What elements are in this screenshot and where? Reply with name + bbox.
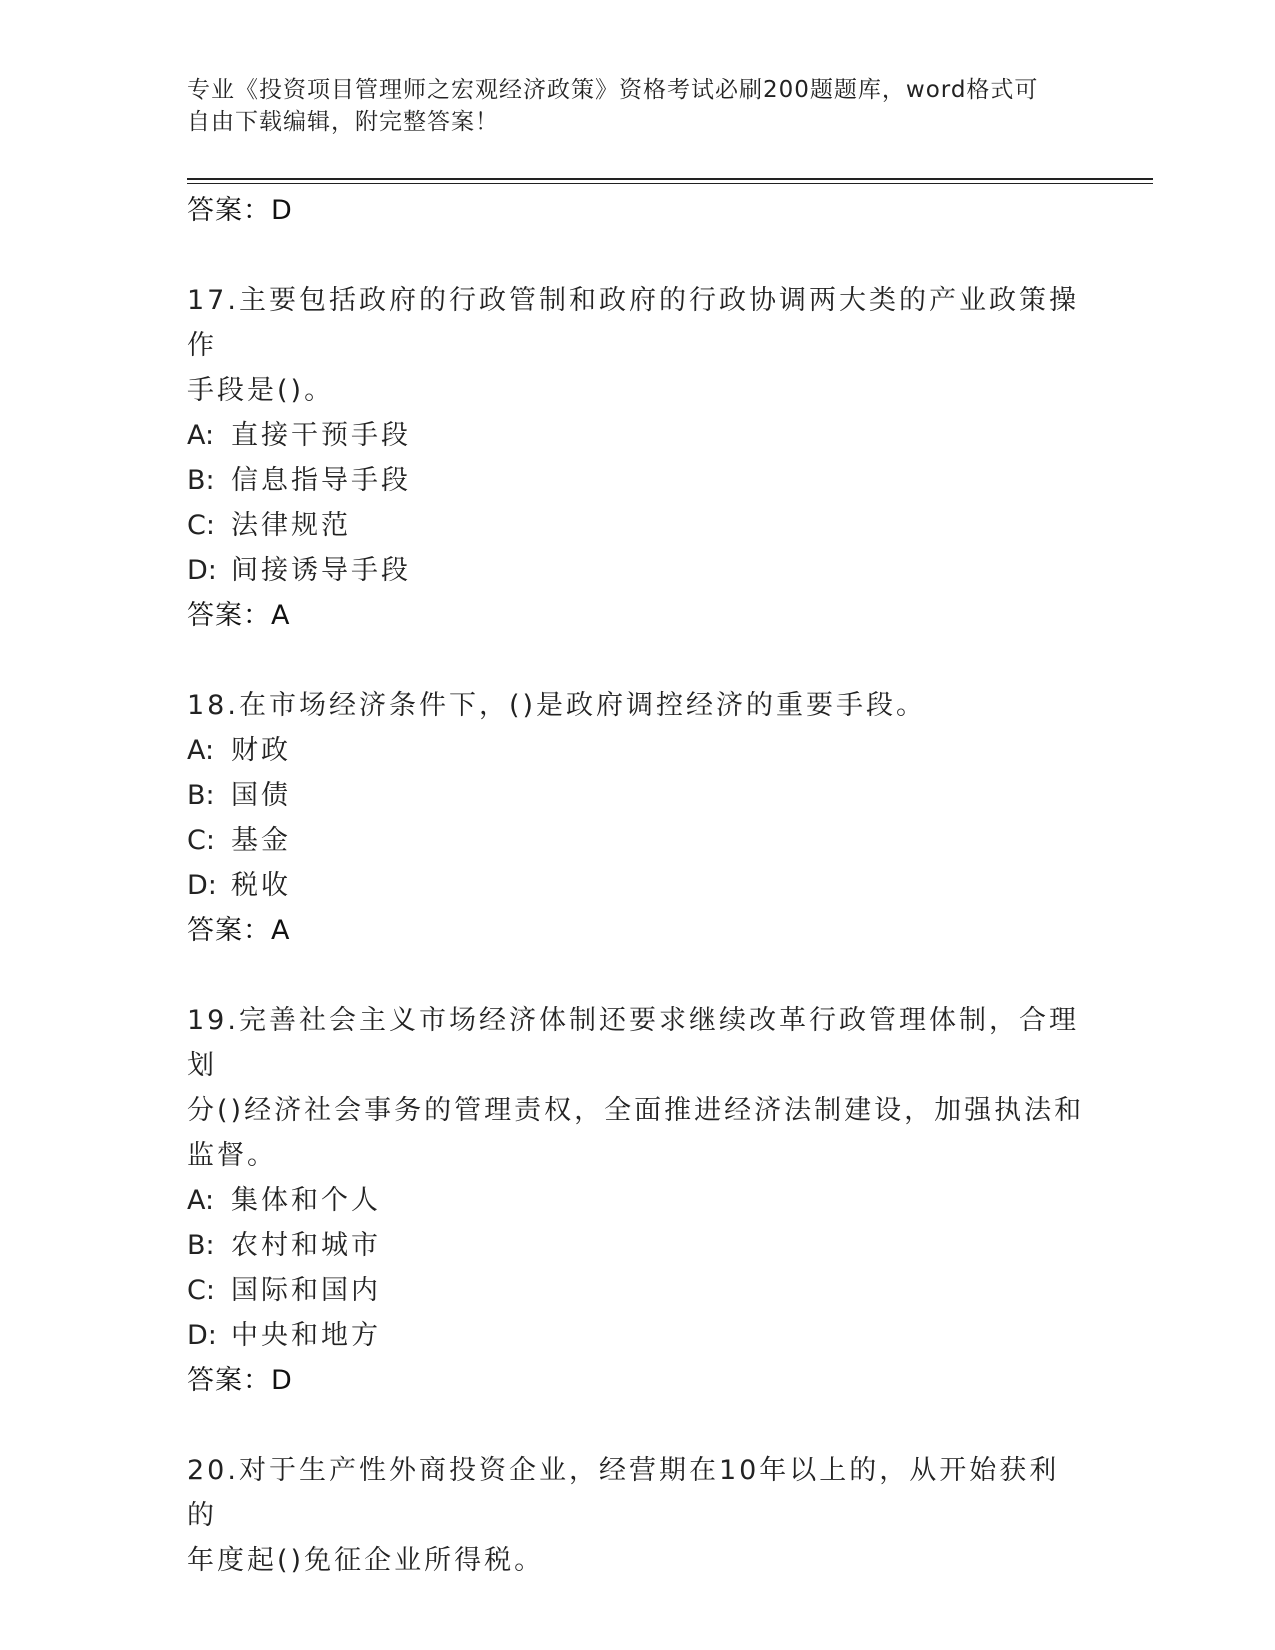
question-list	[187, 188, 1087, 1583]
option-b	[187, 1223, 1087, 1268]
option-c	[187, 503, 1087, 548]
spacer	[187, 638, 1087, 683]
option-letter: C:	[187, 510, 215, 541]
question-block-19	[187, 998, 1087, 1403]
option-d	[187, 548, 1087, 593]
document-header	[187, 74, 1087, 138]
question-block-18	[187, 683, 1087, 953]
option-text: 信息指导手段	[231, 465, 411, 496]
option-text: 税收	[231, 870, 291, 901]
answer-line: 答案：A	[187, 915, 291, 946]
option-letter: A:	[187, 420, 215, 451]
question-line: 年度起()免征企业所得税。	[187, 1545, 545, 1576]
option-letter: D:	[187, 870, 217, 901]
option-text: 财政	[231, 735, 291, 766]
option-letter: B:	[187, 780, 215, 811]
question-line: 监督。	[187, 1140, 277, 1171]
option-letter: D:	[187, 1320, 217, 1351]
option-c	[187, 818, 1087, 863]
question-line: 手段是()。	[187, 375, 335, 406]
option-d	[187, 1313, 1087, 1358]
option-letter: C:	[187, 825, 215, 856]
option-b	[187, 458, 1087, 503]
option-b	[187, 773, 1087, 818]
header-line-1: 专业《投资项目管理师之宏观经济政策》资格考试必刷200题题库，word格式可	[187, 77, 1039, 103]
option-text: 国债	[231, 780, 291, 811]
question-block-17	[187, 278, 1087, 638]
option-letter: B:	[187, 1230, 215, 1261]
question-line: 20.对于生产性外商投资企业，经营期在10年以上的，从开始获利的	[187, 1455, 1060, 1531]
header-divider-thin	[187, 183, 1153, 184]
answer-line: 答案：A	[187, 600, 291, 631]
question-line: 19.完善社会主义市场经济体制还要求继续改革行政管理体制，合理划	[187, 1005, 1079, 1081]
header-divider-thick	[187, 178, 1153, 180]
option-a	[187, 1178, 1087, 1223]
option-text: 间接诱导手段	[231, 555, 411, 586]
question-block-20	[187, 1448, 1087, 1583]
header-line-2: 自由下载编辑，附完整答案！	[187, 109, 499, 135]
question-line: 17.主要包括政府的行政管制和政府的行政协调两大类的产业政策操作	[187, 285, 1079, 361]
question-line: 分()经济社会事务的管理责权，全面推进经济法制建设，加强执法和	[187, 1095, 1085, 1126]
option-text: 法律规范	[231, 510, 351, 541]
option-c	[187, 1268, 1087, 1313]
spacer	[187, 233, 1087, 278]
option-letter: A:	[187, 735, 215, 766]
option-letter: C:	[187, 1275, 215, 1306]
option-letter: A:	[187, 1185, 215, 1216]
option-letter: D:	[187, 555, 217, 586]
question-line: 18.在市场经济条件下，()是政府调控经济的重要手段。	[187, 690, 927, 721]
option-d	[187, 863, 1087, 908]
spacer	[187, 953, 1087, 998]
option-text: 中央和地方	[231, 1320, 381, 1351]
answer-line: 答案：D	[187, 1365, 293, 1396]
option-text: 集体和个人	[231, 1185, 381, 1216]
option-a	[187, 413, 1087, 458]
option-a	[187, 728, 1087, 773]
option-letter: B:	[187, 465, 215, 496]
spacer	[187, 1403, 1087, 1448]
previous-answer: 答案：D	[187, 195, 293, 226]
option-text: 国际和国内	[231, 1275, 381, 1306]
option-text: 农村和城市	[231, 1230, 381, 1261]
option-text: 直接干预手段	[231, 420, 411, 451]
option-text: 基金	[231, 825, 291, 856]
